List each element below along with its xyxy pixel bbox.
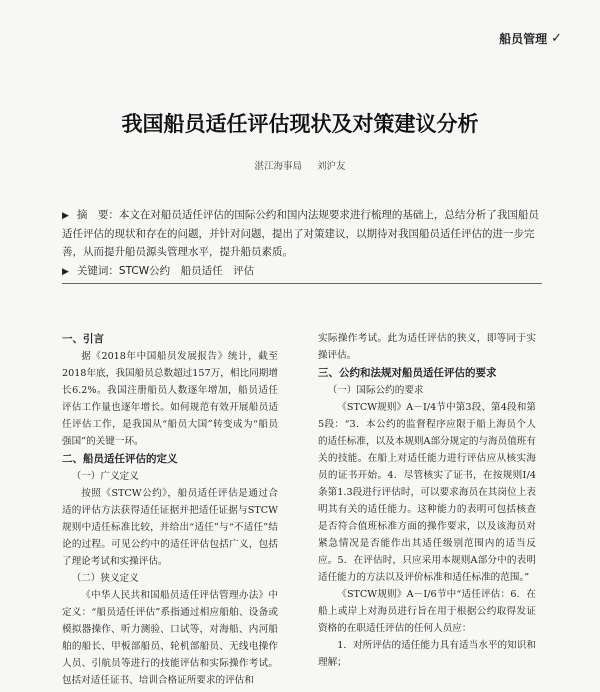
stcw-a1-6-paragraph: 《STCW规则》A－Ⅰ/6节中“适任评估：6．在船上或岸上对海员进行旨在用于根据公约取得发证资格的在职适任评估的任何人员应： (318, 589, 536, 634)
stcw-a1-4-paragraph: 《STCW规则》A－Ⅰ/4节中第3段、第4段和第5段：“3．本公约的监督程序应限于船上海员个人的适任标准，以及本规则A部分规定的与海员值班有关的技能。在船上对适任能力进行评估应从核实海员的证书开始。4．尽管核实了证书，在按规则Ⅰ/4条第1.3段进行评估时，可以要求海员在其岗位上表明其有关的适任能力。这种能力的表明可包括核查是否符合值班标准方面的操作要求，以及该海员对紧急情况是否能作出其适任级别范围内的适当反应。5．在评估时，只应采用本规则A部分中的表明适任能力的方法以及评价标准和适任标准的范围。” (318, 402, 536, 583)
triangle-bullet-icon: ▶ (62, 211, 69, 221)
intro-paragraph: 据《2018年中国船员发展报告》统计，截至2018年底，我国船员总数超过157万，相比同期增长6.2%。我国注册船员人数逐年增加，船员适任评估工作量也逐年增长。如何规范有效开展船员适任评估工作，是我国从“船员大国”转变成为“船员强国”的关键一环。 (62, 351, 278, 447)
section-heading-requirements: 三、公约和法规对船员适任评估的要求 (318, 367, 497, 379)
abstract-paragraph (62, 206, 542, 261)
right-column (318, 330, 536, 671)
article-title: 我国船员适任评估现状及对策建议分析 (121, 112, 479, 136)
subheading-broad: （一）广义定义 (71, 471, 139, 482)
running-header (499, 30, 562, 47)
byline (0, 158, 600, 172)
section-heading-definition: 二、船员适任评估的定义 (62, 453, 178, 465)
requirement-item-1: 1．对所评估的适任能力具有适当水平的知识和理解； (318, 640, 536, 668)
section-heading-intro: 一、引言 (62, 333, 104, 345)
keywords-label: 关键词： (76, 265, 119, 277)
keywords-text: STCW公约 船员适任 评估 (118, 265, 255, 277)
keywords-line (62, 262, 542, 281)
author-org: 湛江海事局 (254, 161, 302, 172)
author-name: 刘沪友 (317, 161, 346, 172)
continued-paragraph: 实际操作考试。此为适任评估的狭义，即等同于实操评估。 (318, 333, 536, 361)
subheading-narrow: （二）狭义定义 (71, 573, 139, 584)
abstract-divider (62, 283, 542, 284)
narrow-definition-paragraph: 《中华人民共和国船员适任评估管理办法》中定义：“船员适任评估”系指通过相应船舶、设备或模拟器操作、听力测验、口试等，对海船、内河船舶的船长、甲板部船员、轮机部船员、无线电操作人员、引航员等进行的技能评估和实际操作考试。包括对适任证书、培训合格证所要求的评估和 (62, 590, 278, 686)
section-label: 船员管理 (499, 32, 548, 46)
abstract-block (62, 206, 542, 281)
left-column (62, 330, 278, 689)
broad-definition-paragraph: 按照《STCW公约》，船员适任评估是通过合适的评估方法获得适任证据并把适任证据与STCW规则中适任标准比较，并给出“适任”与“不适任”结论的过程。可见公约中的适任评估包括广义，包括了理论考试和实操评估。 (62, 488, 278, 567)
abstract-label: 摘 要： (76, 209, 119, 221)
journal-logo-icon: ✓ (551, 31, 562, 46)
abstract-text: 本文在对船员适任评估的国际公约和国内法规要求进行梳理的基础上，总结分析了我国船员适任评估的现状和存在的问题，并针对问题，提出了对策建议，以期待对我国船员适任评估的进一步完善，从而提升船员源头管理水平，提升船员素质。 (62, 209, 539, 258)
subheading-convention: （一）国际公约的要求 (327, 385, 424, 396)
triangle-bullet-icon: ▶ (62, 267, 69, 277)
